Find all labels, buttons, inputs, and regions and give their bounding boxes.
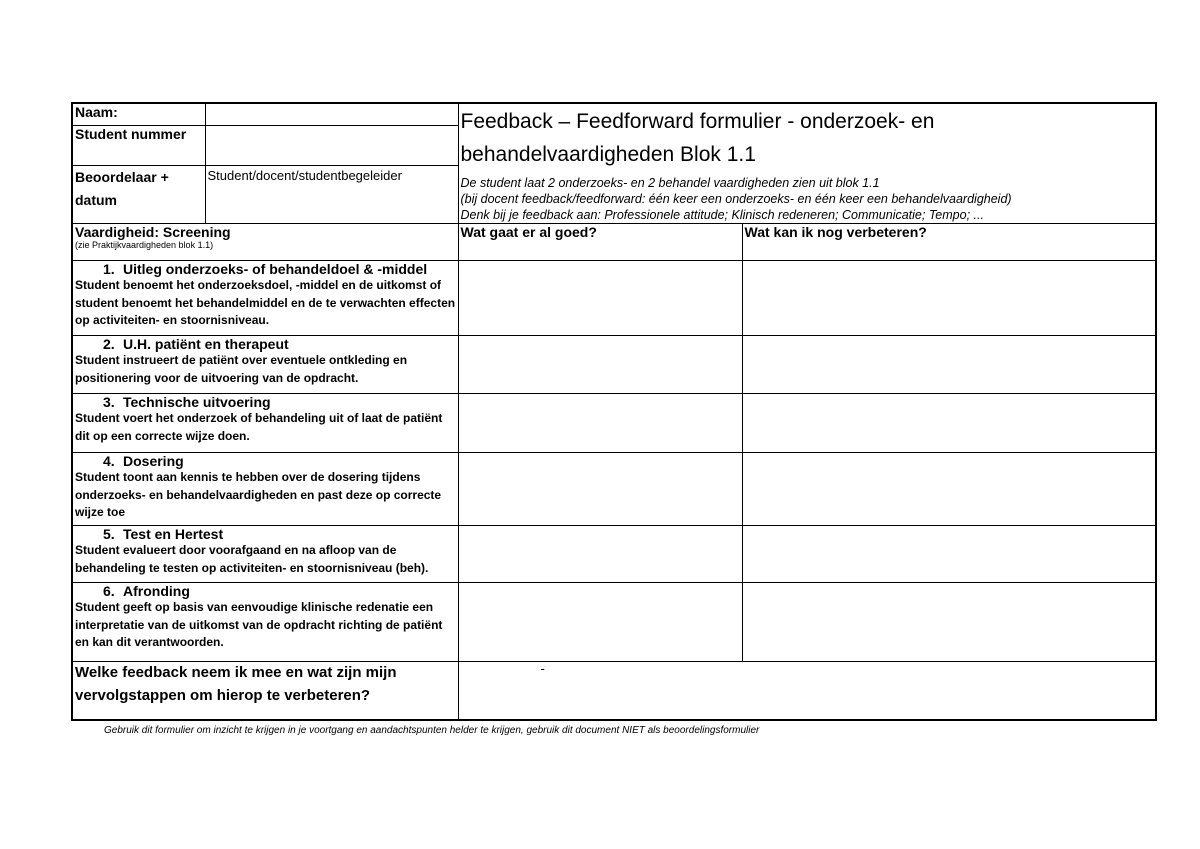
assessor-value: Student/docent/studentbegeleider <box>207 168 402 184</box>
skill-subtitle: (zie Praktijkvaardigheden blok 1.1) <box>75 240 214 251</box>
criterion-cell <box>72 453 458 526</box>
feedback-improve-field[interactable] <box>742 394 1156 453</box>
table-row <box>72 526 1156 583</box>
criterion-description: Student geeft op basis van eenvoudige klinische redenatie een interpretatie van de uitkomst van de opdracht richting de patiënt en kan dit verantwoorden. <box>75 600 443 649</box>
criterion-description: Student instrueert de patiënt over eventuele ontkleding en positionering voor de uitvoering van de opdracht. <box>75 353 408 385</box>
name-label: Naam: <box>75 104 118 120</box>
table-row <box>72 336 1156 394</box>
next-steps-question: Welke feedback neem ik mee en wat zijn mijn vervolgstappen om hierop te verbeteren? <box>75 664 397 704</box>
skill-title: Vaardigheid: Screening <box>75 224 231 241</box>
criterion-title: 6. Afronding <box>103 583 190 600</box>
col-header-good-cell <box>458 224 742 261</box>
skill-heading-cell <box>72 224 458 261</box>
table-row <box>72 583 1156 662</box>
col-header-improve: Wat kan ik nog verbeteren? <box>744 224 927 241</box>
feedback-good-field[interactable] <box>458 261 742 336</box>
name-label-cell <box>72 103 205 125</box>
criterion-title: 2. U.H. patiënt en therapeut <box>103 336 289 353</box>
next-steps-answer-field[interactable] <box>458 662 1156 720</box>
footer-note: Gebruik dit formulier om inzicht te krijgen in je voortgang en aandachtspunten helder te krijgen, gebruik dit document NIET als beoordelingsformulier <box>104 725 760 736</box>
student-number-field[interactable] <box>205 125 458 166</box>
criterion-description: Student voert het onderzoek of behandeling uit of laat de patiënt dit op een correcte wijze doen. <box>75 411 443 443</box>
feedback-improve-field[interactable] <box>742 261 1156 336</box>
student-number-label: Student nummer <box>75 125 187 142</box>
feedback-good-field[interactable] <box>458 583 742 662</box>
criterion-cell <box>72 394 458 453</box>
feedback-good-field[interactable] <box>458 526 742 583</box>
criterion-description: Student toont aan kennis te hebben over de dosering tijdens onderzoeks- en behandelvaardigheden en past deze op correcte wijze toe <box>75 470 442 519</box>
feedback-form-table <box>71 102 1157 721</box>
table-row <box>72 453 1156 526</box>
instruction-line-3: Denk bij je feedback aan: Professionele attitude; Klinisch redeneren; Communicatie; Tempo; ... <box>460 208 984 223</box>
form-title: Feedback – Feedforward formulier - onderzoek- en behandelvaardigheden Blok 1.1 <box>460 110 935 166</box>
next-steps-question-cell <box>72 662 458 720</box>
criterion-title: 5. Test en Hertest <box>103 526 224 543</box>
criterion-description: Student benoemt het onderzoeksdoel, -middel en de uitkomst of student benoemt het behandelmiddel en de te verwachten effecten op activiteiten- en stoornisniveau. <box>75 278 456 327</box>
criterion-cell <box>72 526 458 583</box>
assessor-label: Beoordelaar + datum <box>75 169 169 208</box>
instruction-line-1: De student laat 2 onderzoeks- en 2 behandel vaardigheden zien uit blok 1.1 <box>460 176 880 191</box>
criterion-title: 4. Dosering <box>103 453 184 470</box>
feedback-improve-field[interactable] <box>742 453 1156 526</box>
criterion-cell <box>72 261 458 336</box>
instruction-line-2: (bij docent feedback/feedforward: één keer een onderzoeks- en één keer een behandelvaardigheid) <box>460 192 1012 207</box>
form-title-cell <box>458 103 1156 224</box>
criterion-title: 3. Technische uitvoering <box>103 394 271 411</box>
feedback-good-field[interactable] <box>458 394 742 453</box>
table-row <box>72 394 1156 453</box>
assessor-label-cell <box>72 166 205 224</box>
criterion-cell <box>72 336 458 394</box>
criterion-title: 1. Uitleg onderzoeks- of behandeldoel & -middel <box>103 261 428 278</box>
col-header-good: Wat gaat er al goed? <box>460 224 597 241</box>
feedback-improve-field[interactable] <box>742 336 1156 394</box>
next-steps-answer: - <box>540 661 545 677</box>
name-field[interactable] <box>205 103 458 125</box>
assessor-field[interactable] <box>205 166 458 224</box>
form-instructions <box>461 175 1154 223</box>
feedback-good-field[interactable] <box>458 336 742 394</box>
criterion-cell <box>72 583 458 662</box>
criterion-description: Student evalueert door voorafgaand en na afloop van de behandeling te testen op activiteiten- en stoornisniveau (beh). <box>75 543 429 575</box>
table-row <box>72 261 1156 336</box>
feedback-improve-field[interactable] <box>742 583 1156 662</box>
col-header-improve-cell <box>742 224 1156 261</box>
feedback-good-field[interactable] <box>458 453 742 526</box>
feedback-improve-field[interactable] <box>742 526 1156 583</box>
student-number-label-cell <box>72 125 205 166</box>
